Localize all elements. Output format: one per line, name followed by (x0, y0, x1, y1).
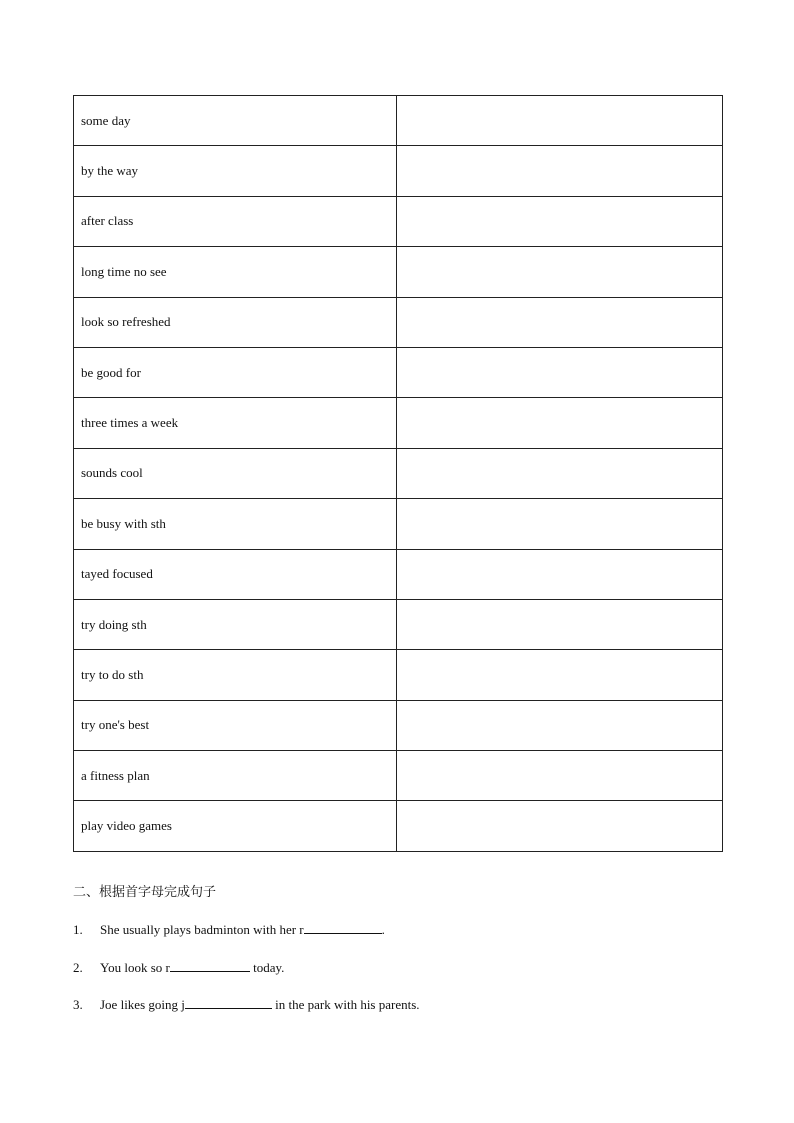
answer-cell[interactable] (397, 196, 723, 246)
phrase-cell: long time no see (74, 247, 397, 297)
table-row (74, 96, 723, 146)
sentence-end: today. (249, 960, 285, 975)
sentence-start: Joe likes going j (100, 997, 185, 1012)
answer-cell[interactable] (397, 599, 723, 649)
phrase-cell: be good for (74, 347, 397, 397)
table-row (74, 751, 723, 801)
sentence-start: She usually plays badminton with her r (100, 922, 304, 937)
answer-cell[interactable] (397, 96, 723, 146)
sentence-end: in the park with his parents. (271, 997, 420, 1012)
phrase-cell: try to do sth (74, 650, 397, 700)
sentence-start: You look so r (100, 960, 170, 975)
table-row (74, 650, 723, 700)
item-number: 1. (73, 922, 83, 937)
phrase-cell: by the way (74, 146, 397, 196)
phrase-cell: try doing sth (74, 599, 397, 649)
table-row (74, 398, 723, 448)
answer-blank[interactable] (304, 932, 382, 934)
answer-cell[interactable] (397, 448, 723, 498)
table-row (74, 347, 723, 397)
phrase-cell: play video games (74, 801, 397, 851)
table-row (74, 549, 723, 599)
answer-blank[interactable] (185, 1007, 272, 1009)
table-row (74, 801, 723, 851)
exercise-item (73, 922, 385, 938)
phrase-cell: tayed focused (74, 549, 397, 599)
table-row (74, 297, 723, 347)
answer-cell[interactable] (397, 297, 723, 347)
phrase-cell: a fitness plan (74, 751, 397, 801)
answer-cell[interactable] (397, 398, 723, 448)
table-row (74, 146, 723, 196)
item-number: 2. (73, 960, 83, 975)
answer-cell[interactable] (397, 801, 723, 851)
section-title: 二、根据首字母完成句子 (73, 885, 217, 900)
answer-cell[interactable] (397, 499, 723, 549)
table-row (74, 247, 723, 297)
phrase-cell: try one's best (74, 700, 397, 750)
answer-blank[interactable] (170, 970, 250, 972)
exercise-item (73, 997, 420, 1013)
answer-cell[interactable] (397, 347, 723, 397)
table-row (74, 700, 723, 750)
vocab-table (73, 95, 723, 852)
answer-cell[interactable] (397, 146, 723, 196)
answer-cell[interactable] (397, 549, 723, 599)
phrase-cell: some day (74, 96, 397, 146)
table-row (74, 599, 723, 649)
answer-cell[interactable] (397, 650, 723, 700)
phrase-cell: after class (74, 196, 397, 246)
phrase-cell: look so refreshed (74, 297, 397, 347)
table-row (74, 448, 723, 498)
table-row (74, 499, 723, 549)
answer-cell[interactable] (397, 751, 723, 801)
exercise-item (73, 960, 284, 976)
answer-cell[interactable] (397, 700, 723, 750)
sentence-end: . (381, 922, 385, 937)
phrase-cell: be busy with sth (74, 499, 397, 549)
phrase-cell: three times a week (74, 398, 397, 448)
answer-cell[interactable] (397, 247, 723, 297)
item-number: 3. (73, 997, 83, 1012)
phrase-cell: sounds cool (74, 448, 397, 498)
table-row (74, 196, 723, 246)
